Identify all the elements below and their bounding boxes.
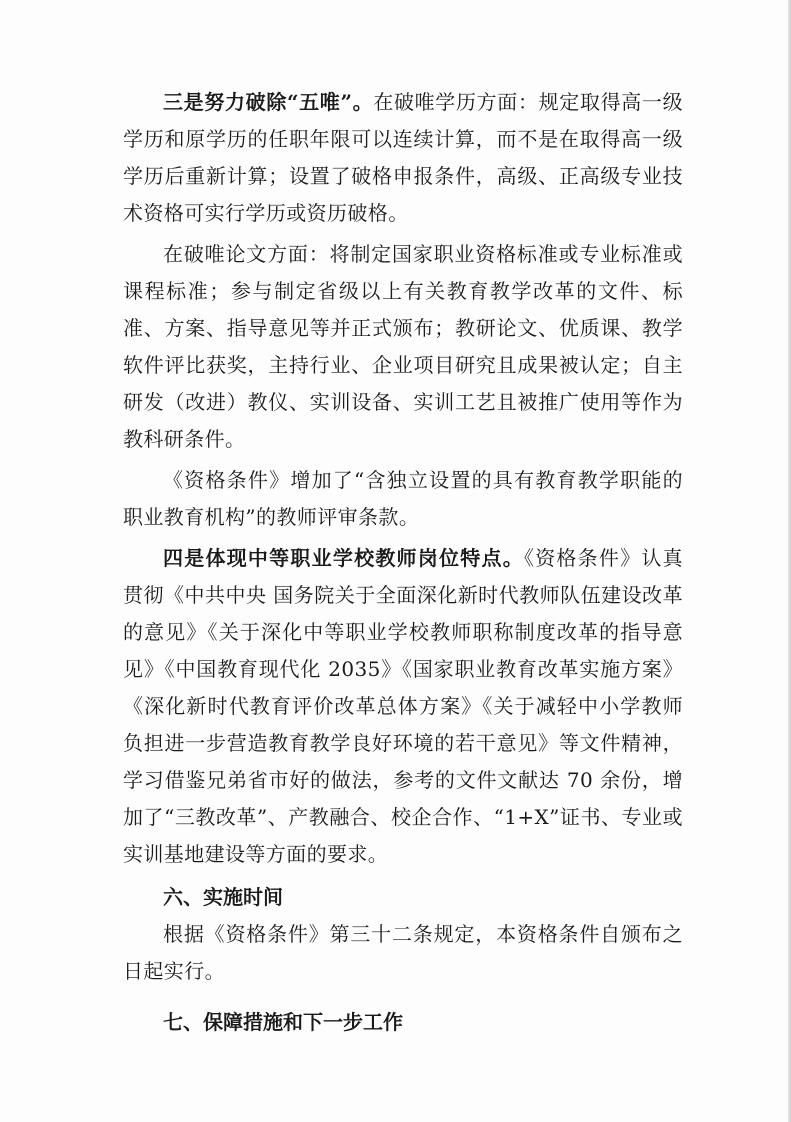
paragraph-lead: 三是努力破除“五唯”。	[163, 90, 374, 114]
paragraph-lead: 四是体现中等职业学校教师岗位特点。	[163, 546, 524, 570]
paragraph-break-only-papers	[123, 236, 683, 458]
section-heading-implementation-time: 六、实施时间	[163, 885, 283, 909]
section-heading-safeguards: 七、保障措施和下一步工作	[163, 1010, 403, 1034]
paragraph-review-clause	[123, 462, 683, 536]
document-body	[123, 84, 683, 1041]
paragraph-text: 在破唯论文方面：将制定国家职业资格标准或专业标准或课程标准；参与制定省级以上有关教育教学改革的文件、标准、方案、指导意见等并正式颁布；教研论文、优质课、教学软件评比获奖，主持行业、企业项目研究且成果被认定；自主研发（改进）教仪、实训设备、实训工艺且被推广使用等作为教科研条件。	[123, 242, 683, 451]
paragraph-break-five-only	[123, 84, 683, 232]
paragraph-implementation-time	[123, 916, 683, 990]
paragraph-vocational-features	[123, 540, 683, 873]
paragraph-text: 根据《资格条件》第三十二条规定，本资格条件自颁布之日起实行。	[123, 922, 683, 983]
paragraph-text: 《资格条件》认真贯彻《中共中央 国务院关于全面深化新时代教师队伍建设改革的意见》《关于深化中等职业学校教师职称制度改革的指导意见》《中国教育现代化 2035》《国家职业教育改革实施方案》《深化新时代教育评价改革总体方案》《关于减轻中小学教师负担进一步营造教育教学良好环境的若干意见》等文件精神，学习借鉴兄弟省市好的做法，参考的文件文献达 70 余份，增加了“三教改革”、产教融合、校企合作、“1+X”证书、专业或实训基地建设等方面的要求。	[123, 546, 683, 866]
paragraph-text: 《资格条件》增加了“含独立设置的具有教育教学职能的职业教育机构”的教师评审条款。	[123, 468, 683, 529]
paragraph-text: 在破唯学历方面：规定取得高一级学历和原学历的任职年限可以连续计算，而不是在取得高一级学历后重新计算；设置了破格申报条件，高级、正高级专业技术资格可实行学历或资历破格。	[123, 90, 683, 225]
